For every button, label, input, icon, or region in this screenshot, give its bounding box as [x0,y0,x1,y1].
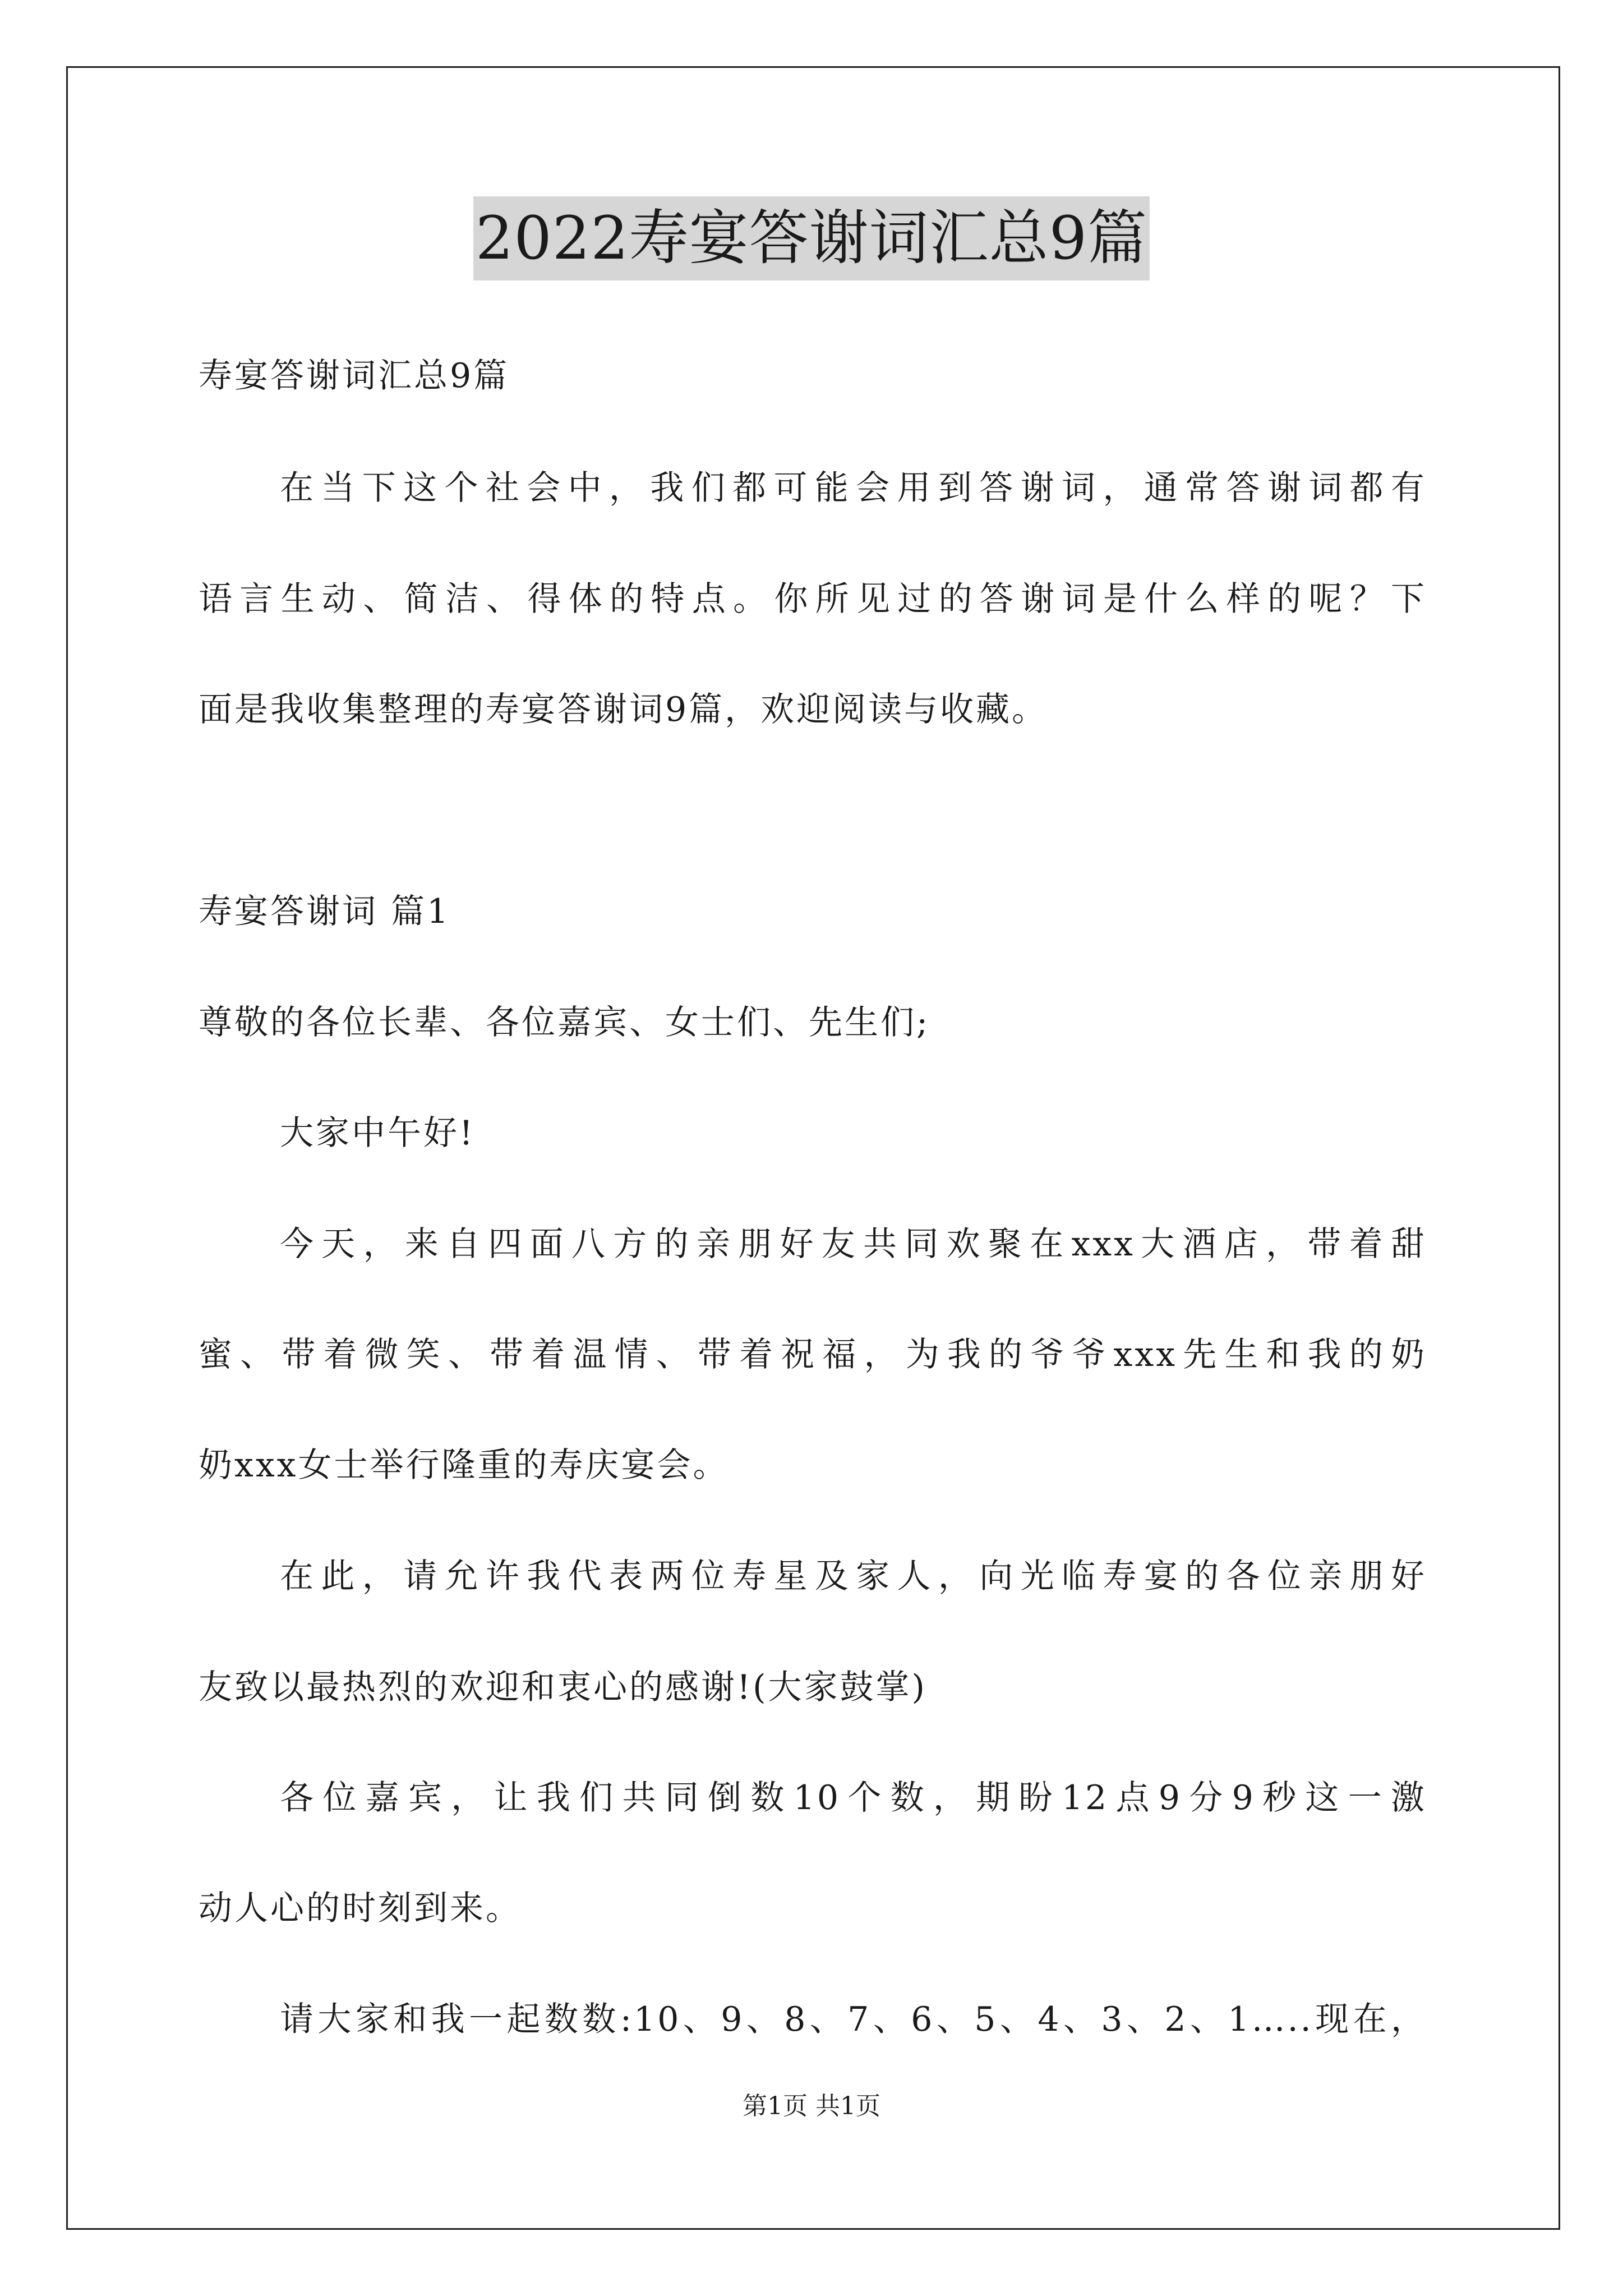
paragraph-line: 语言生动、简洁、得体的特点。你所见过的答谢词是什么样的呢？下 [199,579,1427,619]
title-container [0,196,1623,280]
paragraph-line: 面是我收集整理的寿宴答谢词9篇，欢迎阅读与收藏。 [199,690,1048,729]
section-heading: 寿宴答谢词 篇1 [199,892,451,931]
document-title: 2022寿宴答谢词汇总9篇 [473,196,1150,280]
paragraph-line: 在此，请允许我代表两位寿星及家人，向光临寿宴的各位亲朋好 [280,1557,1427,1596]
paragraph-line: 请大家和我一起数数:10、9、8、7、6、5、4、3、2、1…..现在， [280,2000,1427,2039]
subtitle-line: 寿宴答谢词汇总9篇 [199,356,510,395]
paragraph-line: 今天，来自四面八方的亲朋好友共同欢聚在xxx大酒店，带着甜 [280,1225,1427,1264]
salutation-line: 尊敬的各位长辈、各位嘉宾、女士们、先生们; [199,1003,930,1042]
paragraph-line: 各位嘉宾，让我们共同倒数10个数，期盼12点9分9秒这一激 [280,1778,1427,1818]
page-footer: 第1页 共1页 [743,2092,880,2120]
paragraph-line: 在当下这个社会中，我们都可能会用到答谢词，通常答谢词都有 [280,468,1427,508]
paragraph-line: 友致以最热烈的欢迎和衷心的感谢!(大家鼓掌) [199,1668,927,1707]
paragraph-line: 蜜、带着微笑、带着温情、带着祝福，为我的爷爷xxx先生和我的奶 [199,1335,1427,1374]
paragraph-line: 奶xxx女士举行隆重的寿庆宴会。 [199,1446,729,1485]
paragraph-line: 动人心的时刻到来。 [199,1889,522,1928]
greeting-line: 大家中午好! [280,1114,476,1153]
